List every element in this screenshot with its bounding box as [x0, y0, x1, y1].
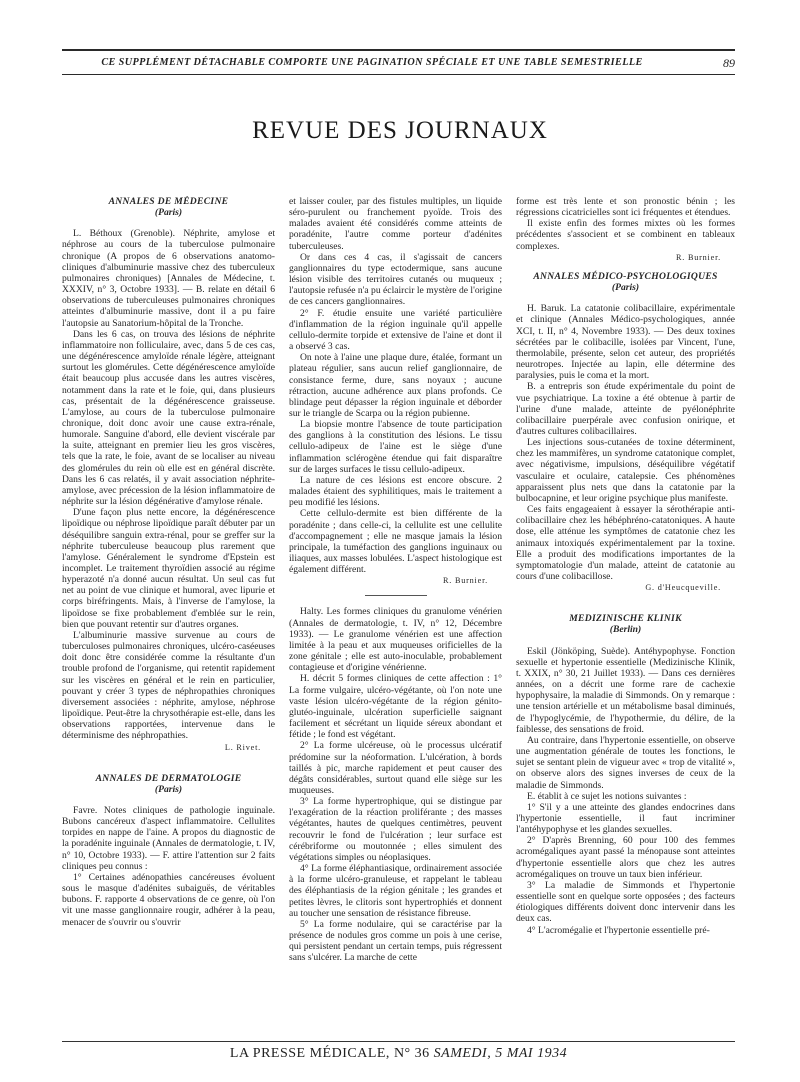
- section-subtitle: (Paris): [154, 207, 183, 219]
- abstract-paragraph: 2° D'après Brenning, 60 pour 100 des femmes acromégaliques ayant passé la ménopause sont atteintes d'hypertonie essentielle alors que chez les autres acromégaliques on trouve un taux bien inférieur.: [516, 835, 735, 880]
- page-title: REVUE DES JOURNAUX: [252, 117, 548, 144]
- section-subtitle: (Berlin): [609, 624, 642, 636]
- section-title: ANNALES MÉDICO-PSYCHOLOGIQUES: [533, 270, 718, 282]
- footer-rule: [62, 1041, 735, 1042]
- abstract-paragraph: E. établit à ce sujet les notions suivantes :: [527, 790, 687, 802]
- abstract-paragraph: H. Baruk. La catatonie colibacillaire, expérimentale et clinique (Annales Médico-psychologiques, année XCI, t. II, n° 4, Novembre 1933). — Des deux toxines sécrétées par le colibacille, isolées par Vincent, l'une, thermolabile, présente, selon cet auteur, des propriétés neurotropes. Injectée au lapin, elle détermine des paralysies, puis le coma et la mort.: [516, 303, 735, 382]
- abstract-paragraph: Favre. Notes cliniques de pathologie inguinale. Bubons cancéreux d'aspect inflammatoire. Cellulites torpides en nappe de l'aine. A propos du diagnostic de la poradénite inguinale (Annales de dermatologie, t. IV, n° 10, Octobre 1933). — F. attire l'attention sur 2 faits cliniques peu connus :: [62, 804, 275, 872]
- abstract-paragraph: Les injections sous-cutanées de toxine déterminent, chez les mammifères, un syndrome catatonique complet, avec négativisme, impulsions, déséquilibre végétatif vasculaire et oculaire, catalepsie. Ces phénomènes apparaissent plus nets que dans la catatonie par la bulbocapnine, et leur origine psychique plus manifeste.: [516, 437, 735, 504]
- issue-date: SAMEDI, 5 MAI 1934: [433, 1046, 568, 1061]
- abstract-paragraph: 1° S'il y a une atteinte des glandes endocrines dans l'hypertonie essentielle, il faut incriminer l'antéhypophyse et les glandes sexuelles.: [516, 801, 735, 836]
- header-rule: [62, 74, 735, 75]
- section-subtitle: (Paris): [611, 282, 640, 294]
- author-signature: R. Burnier.: [676, 252, 721, 262]
- page-number: 89: [723, 56, 735, 70]
- abstract-paragraph: et laisser couler, par des fistules multiples, un liquide séro-purulent ou franchement pyoïde. Trois des malades avaient été considérés comme atteints de poradénite, l'autre comme porteur d'adénites tuberculeuses.: [289, 196, 502, 252]
- author-signature: G. d'Heucqueville.: [645, 583, 721, 593]
- abstract-paragraph: Cette cellulo-dermite est bien différente de la poradénite ; dans celle-ci, la cellulite est une cellulite d'accompagnement ; elle ne masque jamais la lésion principale, la tuméfaction des ganglions inguinaux ou iliaques, aux masses lobulées. L'aspect histologique est également différent.: [289, 508, 502, 576]
- separator-rule: [365, 595, 427, 596]
- section-title: ANNALES DE MÉDECINE: [108, 196, 229, 207]
- abstract-paragraph: La nature de ces lésions est encore obscure. 2 malades étaient des syphilitiques, mais le traitement a peu modifié les lésions.: [289, 474, 502, 509]
- abstract-paragraph: 2° F. étudie ensuite une variété particulière d'inflammation de la région inguinale qu'il appelle cellulo-dermite torpide et extensive de l'aine et dont il a observé 3 cas.: [289, 307, 502, 353]
- section-title: ANNALES DE DERMATOLOGIE: [95, 772, 242, 784]
- footer: [62, 1046, 735, 1062]
- section-subtitle: (Paris): [154, 783, 183, 795]
- abstract-paragraph: On note à l'aine une plaque dure, étalée, formant un plateau régulier, sans aucun relief ganglionnaire, de consistance ferme, dure, sans noyaux ; aucune rétraction, aucune adhérence aux plans profonds. Ce blindage peut dépasser la région inguinale et déborder sur le triangle de Scarpa ou la région pubienne.: [289, 352, 502, 419]
- top-rule: [62, 49, 735, 51]
- abstract-paragraph: Au contraire, dans l'hypertonie essentielle, on observe une augmentation générale de toutes les fonctions, le sujet se sentant plein de vigueur avec « trop de vitalité », on observe alors des signes inverses de ceux de la maladie de Simmonds.: [516, 734, 735, 791]
- abstract-paragraph: 3° La forme hypertrophique, qui se distingue par l'exagération de la réaction proliférante ; des masses végétantes, hautes de quelques centimètres, peuvent recouvrir le fond de l'ulcération ; leur surface est cérébriforme ou moutonnée ; elles simulent des végétations simples ou néoplasiques.: [289, 796, 502, 863]
- abstract-paragraph: 4° La forme éléphantiasique, ordinairement associée à la forme ulcéro-granuleuse, et rappelant le tableau des éléphantiasis de la région génitale ; les grandes et petites lèvres, le clitoris sont hypertrophiés et donnent au toucher une sensation de résistance fibreuse.: [289, 863, 502, 919]
- column-left: [62, 196, 275, 1026]
- column-right: [516, 196, 735, 1026]
- abstract-paragraph: H. décrit 5 formes cliniques de cette affection : 1° La forme vulgaire, ulcéro-végétante, où l'on note une vaste lésion ulcéro-végétante de la région génito-glutéo-inguinale, ulcération superficielle saignant facilement et sécrétant un liquide séreux abondant et fétide ; le fond est végétant.: [289, 673, 502, 741]
- column-middle: [289, 196, 502, 1026]
- supplement-notice: CE SUPPLÉMENT DÉTACHABLE COMPORTE UNE PAGINATION SPÉCIALE ET UNE TABLE SEMESTRIELLE: [101, 57, 643, 68]
- journal-name: LA PRESSE MÉDICALE,: [229, 1046, 390, 1061]
- abstract-paragraph: Eskil (Jönköping, Suède). Antéhypophyse. Fonction sexuelle et hypertonie essentielle (Medizinische Klinik, t. XXIX, n° 30, 21 Juillet 1933). — Dans ces dernières années, on a décrit une forme rare de cachexie hypophysaire, la maladie di Simmonds. On y remarque : une tension artérielle et un métabolisme basal diminués, de l'hypoglycémie, de l'hypothermie, du délire, de la faiblesse, des sensations de froid.: [516, 645, 735, 735]
- abstract-paragraph: B. a entrepris son étude expérimentale du point de vue psychiatrique. La toxine a été obtenue à partir de l'urine d'une malade, atteinte de pyélonéphrite colibacillaire puerpérale avec confusion onirique, et d'autres cultures colibacillaires.: [516, 381, 735, 437]
- abstract-paragraph: 1° Certaines adénopathies cancéreuses évoluent sous le masque d'adénites subaiguës, de véritables bubons. F. rapporte 4 observations de ce genre, où l'on vit une masse ganglionnaire rougir, adhérer à la peau, menacer de s'ouvrir ou s'ouvrir: [62, 871, 275, 928]
- abstract-paragraph: 4° L'acromégalie et l'hypertonie essentielle pré-: [527, 924, 710, 936]
- author-signature: R. Burnier.: [443, 576, 488, 586]
- issue-number: N° 36: [393, 1046, 430, 1061]
- abstract-paragraph: D'une façon plus nette encore, la dégénérescence lipoïdique ou néphrose lipoïdique paraît débuter par un déséquilibre sanguin extra-rénal, pour se greffer sur la néphrite tuberculeuse beaucoup plus rarement que l'amylose. Généralement le syndrome d'Epstein est incomplet. Le traitement thyroïdien associé au régime hyperazoté n'a donné aucun résultat. Un seul cas fut net au point de vue clinique et humoral, avec lipurie et corps biréfringents. Mais, à l'inverse de l'amylose, la lipoïdose se fixe probablement d'emblée sur le rein, bien que pouvant retentir sur d'autres organes.: [62, 507, 275, 630]
- abstract-paragraph: Ces faits engageaient à essayer la sérothérapie anti-colibacillaire chez les hébéphréno-catatoniques. A haute dose, elle atténue les symptômes de catatonie chez les animaux intoxiqués expérimentalement par la toxine. Elle a produit des modifications importantes de la symptomatologie d'un malade, atteint de catatonie au cours d'une colibacillose.: [516, 504, 735, 582]
- abstract-paragraph: L. Béthoux (Grenoble). Néphrite, amylose et néphrose au cours de la tuberculose pulmonaire chronique (A propos de 6 observations anatomo-cliniques d'albuminurie massive chez des tuberculeux pulmonaires chroniques) [Annales de Médecine, t. XXXIV, n° 3, Octobre 1933]. — B. relate en détail 6 observations de tuberculeuses pulmonaires chroniques atteintes d'albuminurie massive, dont il a pu faire l'autopsie au Sanatorium-hôpital de la Tronche.: [62, 228, 275, 329]
- abstract-paragraph: Il existe enfin des formes mixtes où les formes précédentes s'associent et se combinent en tableaux complexes.: [516, 218, 735, 252]
- abstract-paragraph: L'albuminurie massive survenue au cours de tuberculoses pulmonaires chroniques, ulcéro-caséeuses doit donc être considérée comme la résultante d'un trouble profond de l'organisme, qui retentit rapidement sur les viscères en général et le rein en particulier, pouvant y créer 3 types de néphropathies chroniques diversement associées : néphrite, amylose, néphrose lipoïdique. Peut-être la chrysothérapie est-elle, dans les observations rapportées, intervenue dans le déterminisme des néphropathies.: [62, 629, 275, 742]
- abstract-paragraph: 3° La maladie de Simmonds et l'hypertonie essentielle sont en quelque sorte opposées ; des facteurs étiologiques différents doivent donc intervenir dans les deux cas.: [516, 879, 735, 925]
- abstract-paragraph: 2° La forme ulcéreuse, où le processus ulcératif prédomine sur la néoformation. L'ulcération, à bords taillés à pic, marche rapidement et peut causer des dégâts considérables, surtout quand elle siège sur les muqueuses.: [289, 740, 502, 796]
- abstract-paragraph: La biopsie montre l'absence de toute participation des ganglions à la constitution des lésions. Le tissu cellulo-adipeux de l'aine est le siège d'une inflammation sclérogène étendue qui fait disparaître sur de larges surfaces le tissu cellulo-adipeux.: [289, 419, 502, 475]
- abstract-paragraph: forme est très lente et son pronostic bénin ; les régressions cicatricielles sont ici fréquentes et étendues.: [516, 196, 735, 219]
- abstract-paragraph: Dans les 6 cas, on trouva des lésions de néphrite inflammatoire non folliculaire, avec, dans 5 de ces cas, une dégénérescence amyloïde rénale légère, atteignant surtout les glomérules. Cette dégénérescence amyloïde était beaucoup plus accusée dans les autres viscères, notamment dans la rate et le foie, qui, dans plusieurs cas, présentait de la dégénérescence graisseuse. L'amylose, au cours de la tuberculose pulmonaire chronique, doit donc avoir une cause extra-rénale, humorale. Sanguine d'abord, elle devient viscérale par la suite, atteignant en premier lieu les gros viscères, tels que la rate, le foie, avant de se localiser au niveau des glomérules du rein où elle est en général discrète. Dans les 6 cas relatés, il y avait association néphrite-amylose, avec précession de la lésion inflammatoire de néphrite sur la lésion dégénérative d'amylose rénale.: [62, 328, 275, 508]
- abstract-paragraph: 5° La forme nodulaire, qui se caractérise par la présence de nodules gros comme un pois à une cerise, qui persistent pendant un certain temps, puis régressent sans s'ulcérer. La marche de cette: [289, 918, 502, 964]
- abstract-paragraph: Halty. Les formes cliniques du granulome vénérien (Annales de dermatologie, t. IV, n° 12, Décembre 1933). — Le granulome vénérien est une affection limitée à la peau et aux muqueuses orificielles de la zone génitale ; elle est auto-inoculable, probablement contagieuse et d'origine vénérienne.: [289, 606, 502, 674]
- author-signature: L. Rivet.: [224, 742, 261, 752]
- abstract-paragraph: Or dans ces 4 cas, il s'agissait de cancers ganglionnaires du type ectodermique, sans aucune lésion visible des territoires cutanés ou muqueux ; l'autopsie refusée n'a pu éclaircir le mystère de l'origine de ces cancers ganglionnaires.: [289, 251, 502, 308]
- section-title: MEDIZINISCHE KLINIK: [569, 613, 682, 625]
